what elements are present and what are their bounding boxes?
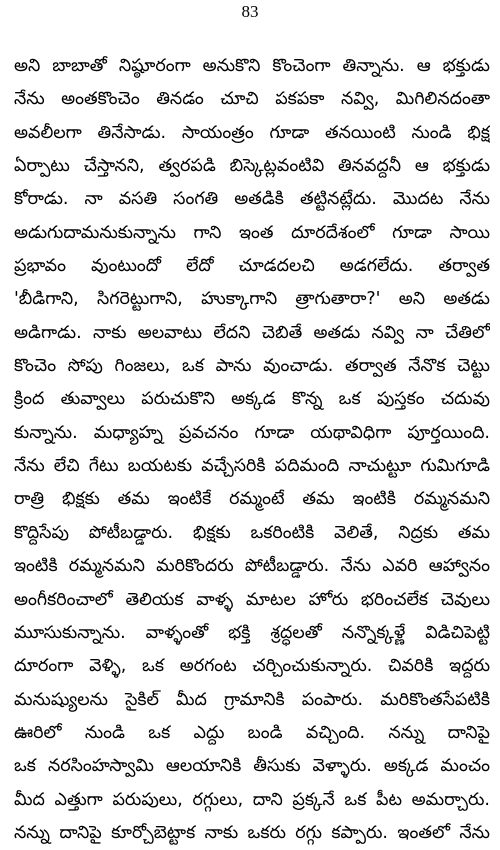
text-line: నేను అంతకొంచెం తినడం చూచి పకపకా నవ్వి, మిగిలినదంతా: [14, 89, 490, 110]
text-line: మూసుకున్నాను. వాళ్ళంతో భక్తి శ్రద్ధలతో నన్నొక్కళ్ణే విడిచిపెట్టి: [14, 622, 490, 643]
text-line: క్రింద తువ్వాలు పరుచుకొని అక్కడ కొన్న ఒక పుస్తకం చదువు: [14, 389, 490, 410]
text-line: ప్రభావం వుంటుందో లేదో చూడదలచి అడగలేదు. తర్వాత: [14, 256, 490, 277]
text-line: అంగీకరించాలో తెలియక వాళ్ళ మాటల హోరు భరించలేక చెవులు: [14, 589, 490, 610]
text-line: అడిగాడు. నాకు అలవాటు లేదని చెబితే అతడు నవ్వి నా చేతిలో: [14, 322, 490, 343]
page-number: 83: [241, 2, 259, 21]
text-line: దూరంగా వెళ్ళి, ఒక అరగంట చర్చించుకున్నారు. చివరికి ఇద్దరు: [14, 656, 490, 677]
text-line: అవలీలగా తినేసాడు. సాయంత్రం గూడా తనయింటి నుండి భిక్ష: [14, 122, 490, 143]
text-line: కున్నాను. మధ్యాహ్న ప్రవచనం గూడా యథావిధిగా పూర్తయింది.: [14, 422, 490, 443]
text-line: కోరాడు. నా వసతి సంగతి అతడికి తట్టినట్లేదు. మొదట నేను: [14, 189, 490, 210]
text-line: నేను లేచి గేటు బయటకు వచ్చేసరికి పదిమంది నాచుట్టూ గుమిగూడి: [14, 456, 490, 477]
text-line: ఏర్పాటు చేస్తానని, త్వరపడి బిస్కెట్లవంటివి తినవద్దనీ ఆ భక్తుడు: [14, 156, 490, 177]
text-line: ఇంటికి రమ్మనమని మరికొందరు పోటీబడ్డారు. నేను ఎవరి ఆహ్వానం: [14, 556, 490, 577]
text-line: ఊరిలో నుండి ఒక ఎద్దు బండి వచ్చింది. నన్ను దానిపై: [14, 722, 490, 743]
text-line: కొద్దిసేపు పోటీబడ్డారు. భిక్షకు ఒకరింటికి వెలితే, నిద్రకు తమ: [14, 522, 490, 543]
text-line: మనుష్యులను సైకిల్ మీద గ్రామానికి పంపారు. మరికొంతసేపటికి: [14, 689, 490, 710]
text-line: రాత్రి భిక్షకు తమ ఇంటికే రమ్మంటే తమ ఇంటికి రమ్మనమని: [14, 489, 490, 510]
text-line: ఒక నరసింహస్వామి ఆలయానికి తీసుకు వెళ్ళారు. అక్కడ మంచం: [14, 756, 490, 777]
text-line: కొంచెం సోపు గింజలు, ఒక పాను వుంచాడు. తర్వాత నేనొక చెట్టు: [14, 356, 490, 377]
text-line: అడుగుదామనుకున్నాను గాని ఇంత దూరదేశంలో గూడా సాయి: [14, 222, 490, 243]
body-text: [14, 50, 490, 850]
text-line: మీద ఎత్తుగా పరుపులు, రగ్గులు, దాని ప్రక్కనే ఒక పీట అమర్చారు.: [14, 789, 490, 810]
text-line: 'బీడిగాని, సిగరెట్టుగాని, హుక్కాగాని త్రాగుతారా?' అని అతడు: [14, 289, 490, 310]
text-line: అని బాబాతో నిష్ఠూరంగా అనుకొని కొంచెంగా తిన్నాను. ఆ భక్తుడు: [14, 56, 490, 76]
text-line: నన్ను దానిపై కూర్చోబెట్టాక నాకు ఒకరు రగ్గు కప్పారు. ఇంతలో నేను: [14, 822, 490, 843]
